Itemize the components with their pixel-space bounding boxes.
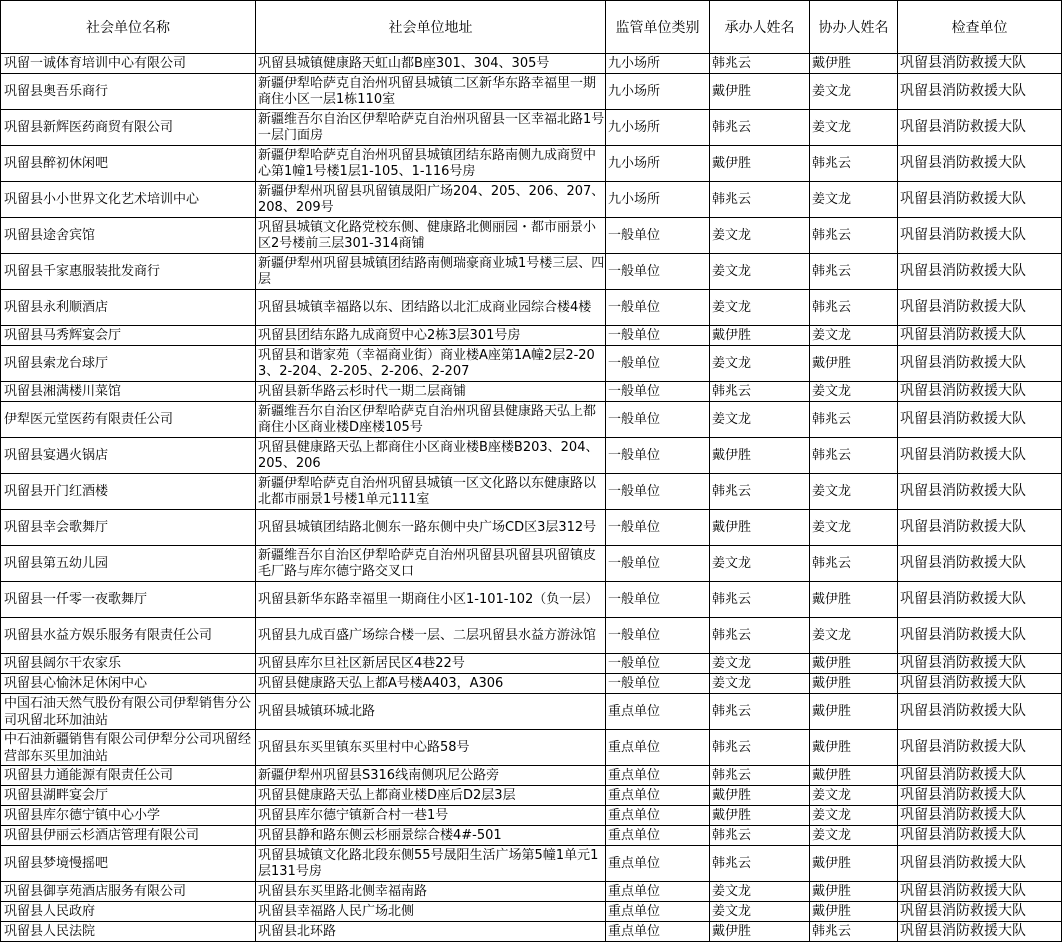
table-row	[1, 582, 1062, 618]
unit-name-cell: 巩留县新辉医药商贸有限公司	[1, 110, 256, 146]
table-row	[1, 902, 1062, 922]
supervision-type-cell: 一般单位	[606, 346, 710, 382]
inspection-unit-cell: 巩留县消防救援大队	[898, 254, 1062, 290]
table-row	[1, 694, 1062, 730]
assist-officer-cell: 戴伊胜	[810, 766, 898, 786]
supervision-type-cell: 一般单位	[606, 582, 710, 618]
assist-officer-cell: 戴伊胜	[810, 730, 898, 766]
inspection-unit-cell: 巩留县消防救援大队	[898, 694, 1062, 730]
supervision-type-cell: 一般单位	[606, 382, 710, 402]
assist-officer-cell: 姜文龙	[810, 326, 898, 346]
unit-address-cell: 巩留县健康路天弘上都A号楼A403，A306	[256, 674, 606, 694]
inspection-unit-cell: 巩留县消防救援大队	[898, 806, 1062, 826]
unit-name-cell: 巩留县梦境慢摇吧	[1, 846, 256, 882]
supervision-type-cell: 重点单位	[606, 922, 710, 942]
unit-address-cell: 巩留县东买里路北侧幸福南路	[256, 882, 606, 902]
lead-officer-cell: 姜文龙	[710, 218, 810, 254]
unit-address-cell: 新疆伊犁哈萨克自治州巩留县城镇团结东路南侧九成商贸中心第1幢1号楼1层1-105、1-116号房	[256, 146, 606, 182]
supervision-type-cell: 一般单位	[606, 438, 710, 474]
assist-officer-cell: 姜文龙	[810, 110, 898, 146]
unit-name-cell: 巩留县心愉沐足休闲中心	[1, 674, 256, 694]
unit-address-cell: 巩留县和谐家苑（幸福商业街）商业楼A座第1A幢2层2-203、2-204、2-205、2-206、2-207	[256, 346, 606, 382]
unit-address-cell: 巩留县库尔德宁镇新合村一巷1号	[256, 806, 606, 826]
header-lead-officer: 承办人姓名	[710, 1, 810, 54]
unit-address-cell: 巩留县健康路天弘上都商住小区商业楼B座楼B203、204、205、206	[256, 438, 606, 474]
lead-officer-cell: 姜文龙	[710, 654, 810, 674]
inspection-unit-cell: 巩留县消防救援大队	[898, 730, 1062, 766]
table-row	[1, 882, 1062, 902]
unit-name-cell: 巩留县千家惠服装批发商行	[1, 254, 256, 290]
supervision-type-cell: 一般单位	[606, 510, 710, 546]
inspection-unit-cell: 巩留县消防救援大队	[898, 846, 1062, 882]
unit-name-cell: 巩留县伊丽云杉酒店管理有限公司	[1, 826, 256, 846]
assist-officer-cell: 韩兆云	[810, 218, 898, 254]
assist-officer-cell: 姜文龙	[810, 510, 898, 546]
unit-address-cell: 巩留县九成百盛广场综合楼一层、二层巩留县水益方游泳馆	[256, 618, 606, 654]
unit-name-cell: 巩留县湖畔宴会厅	[1, 786, 256, 806]
supervision-type-cell: 一般单位	[606, 474, 710, 510]
table-row	[1, 618, 1062, 654]
lead-officer-cell: 姜文龙	[710, 402, 810, 438]
supervision-type-cell: 九小场所	[606, 146, 710, 182]
table-row	[1, 846, 1062, 882]
table-row	[1, 254, 1062, 290]
supervision-type-cell: 重点单位	[606, 806, 710, 826]
lead-officer-cell: 韩兆云	[710, 182, 810, 218]
unit-name-cell: 巩留县水益方娱乐服务有限责任公司	[1, 618, 256, 654]
lead-officer-cell: 韩兆云	[710, 54, 810, 74]
unit-address-cell: 巩留县库尔旦社区新居民区4巷22号	[256, 654, 606, 674]
unit-address-cell: 新疆伊犁州巩留县城镇团结路南侧瑞豪商业城1号楼三层、四层	[256, 254, 606, 290]
lead-officer-cell: 戴伊胜	[710, 146, 810, 182]
assist-officer-cell: 姜文龙	[810, 182, 898, 218]
unit-name-cell: 巩留县马秀辉宴会厅	[1, 326, 256, 346]
table-row	[1, 110, 1062, 146]
unit-name-cell: 巩留县开门红酒楼	[1, 474, 256, 510]
lead-officer-cell: 姜文龙	[710, 882, 810, 902]
table-header-row	[1, 1, 1062, 54]
assist-officer-cell: 姜文龙	[810, 382, 898, 402]
inspection-unit-cell: 巩留县消防救援大队	[898, 826, 1062, 846]
supervision-type-cell: 一般单位	[606, 326, 710, 346]
lead-officer-cell: 姜文龙	[710, 674, 810, 694]
supervision-type-cell: 重点单位	[606, 786, 710, 806]
table-row	[1, 382, 1062, 402]
lead-officer-cell: 姜文龙	[710, 290, 810, 326]
table-row	[1, 474, 1062, 510]
lead-officer-cell: 韩兆云	[710, 694, 810, 730]
inspection-unit-cell: 巩留县消防救援大队	[898, 346, 1062, 382]
inspection-unit-cell: 巩留县消防救援大队	[898, 438, 1062, 474]
lead-officer-cell: 韩兆云	[710, 766, 810, 786]
unit-address-cell: 新疆伊犁州巩留县巩留镇晟阳广场204、205、206、207、208、209号	[256, 182, 606, 218]
inspection-unit-cell: 巩留县消防救援大队	[898, 474, 1062, 510]
unit-address-cell: 新疆维吾尔自治区伊犁哈萨克自治州巩留县健康路天弘上都商住小区商业楼D座楼105号	[256, 402, 606, 438]
supervision-type-cell: 重点单位	[606, 846, 710, 882]
lead-officer-cell: 韩兆云	[710, 618, 810, 654]
unit-name-cell: 巩留县御享苑酒店服务有限公司	[1, 882, 256, 902]
header-inspection-unit: 检查单位	[898, 1, 1062, 54]
assist-officer-cell: 戴伊胜	[810, 694, 898, 730]
unit-name-cell: 巩留县人民政府	[1, 902, 256, 922]
unit-name-cell: 巩留县宴遇火锅店	[1, 438, 256, 474]
header-assist-officer: 协办人姓名	[810, 1, 898, 54]
lead-officer-cell: 韩兆云	[710, 110, 810, 146]
supervision-type-cell: 九小场所	[606, 54, 710, 74]
lead-officer-cell: 姜文龙	[710, 902, 810, 922]
assist-officer-cell: 韩兆云	[810, 254, 898, 290]
lead-officer-cell: 姜文龙	[710, 546, 810, 582]
assist-officer-cell: 韩兆云	[810, 546, 898, 582]
unit-name-cell: 中国石油天然气股份有限公司伊犁销售分公司巩留北环加油站	[1, 694, 256, 730]
assist-officer-cell: 姜文龙	[810, 806, 898, 826]
table-body	[1, 54, 1062, 942]
assist-officer-cell: 姜文龙	[810, 74, 898, 110]
inspection-unit-cell: 巩留县消防救援大队	[898, 674, 1062, 694]
lead-officer-cell: 韩兆云	[710, 730, 810, 766]
supervision-type-cell: 重点单位	[606, 730, 710, 766]
unit-address-cell: 巩留县新华路云杉时代一期二层商铺	[256, 382, 606, 402]
lead-officer-cell: 戴伊胜	[710, 786, 810, 806]
inspection-unit-cell: 巩留县消防救援大队	[898, 74, 1062, 110]
supervision-type-cell: 一般单位	[606, 402, 710, 438]
supervision-type-cell: 九小场所	[606, 182, 710, 218]
inspection-unit-cell: 巩留县消防救援大队	[898, 902, 1062, 922]
table-row	[1, 218, 1062, 254]
assist-officer-cell: 韩兆云	[810, 290, 898, 326]
supervision-type-cell: 一般单位	[606, 654, 710, 674]
inspection-unit-cell: 巩留县消防救援大队	[898, 382, 1062, 402]
header-unit-name: 社会单位名称	[1, 1, 256, 54]
supervision-type-cell: 九小场所	[606, 110, 710, 146]
table-row	[1, 922, 1062, 942]
inspection-unit-cell: 巩留县消防救援大队	[898, 402, 1062, 438]
assist-officer-cell: 韩兆云	[810, 438, 898, 474]
assist-officer-cell: 戴伊胜	[810, 882, 898, 902]
inspection-unit-cell: 巩留县消防救援大队	[898, 786, 1062, 806]
assist-officer-cell: 姜文龙	[810, 474, 898, 510]
unit-address-cell: 巩留县新华东路幸福里一期商住小区1-101-102（负一层）	[256, 582, 606, 618]
table-row	[1, 54, 1062, 74]
table-row	[1, 654, 1062, 674]
lead-officer-cell: 韩兆云	[710, 382, 810, 402]
table-row	[1, 74, 1062, 110]
lead-officer-cell: 韩兆云	[710, 826, 810, 846]
unit-address-cell: 巩留县城镇环城北路	[256, 694, 606, 730]
table-row	[1, 510, 1062, 546]
inspection-unit-cell: 巩留县消防救援大队	[898, 618, 1062, 654]
table-row	[1, 182, 1062, 218]
table-row	[1, 730, 1062, 766]
table-row	[1, 806, 1062, 826]
unit-name-cell: 巩留县索龙台球厅	[1, 346, 256, 382]
table-row	[1, 146, 1062, 182]
table-row	[1, 290, 1062, 326]
unit-address-cell: 巩留县城镇文化路北段东侧55号晟阳生活广场第5幢1单元1层131号房	[256, 846, 606, 882]
unit-address-cell: 巩留县城镇团结路北侧东一路东侧中央广场CD区3层312号	[256, 510, 606, 546]
supervision-type-cell: 重点单位	[606, 902, 710, 922]
unit-name-cell: 巩留县奥吾乐商行	[1, 74, 256, 110]
inspection-unit-cell: 巩留县消防救援大队	[898, 654, 1062, 674]
table-row	[1, 674, 1062, 694]
inspection-unit-cell: 巩留县消防救援大队	[898, 326, 1062, 346]
header-supervision-type: 监管单位类别	[606, 1, 710, 54]
unit-name-cell: 巩留县人民法院	[1, 922, 256, 942]
lead-officer-cell: 韩兆云	[710, 474, 810, 510]
unit-name-cell: 伊犁医元堂医药有限责任公司	[1, 402, 256, 438]
assist-officer-cell: 戴伊胜	[810, 846, 898, 882]
assist-officer-cell: 姜文龙	[810, 618, 898, 654]
unit-name-cell: 巩留县力通能源有限责任公司	[1, 766, 256, 786]
unit-name-cell: 巩留县醉初休闲吧	[1, 146, 256, 182]
lead-officer-cell: 戴伊胜	[710, 806, 810, 826]
inspection-unit-cell: 巩留县消防救援大队	[898, 54, 1062, 74]
assist-officer-cell: 戴伊胜	[810, 582, 898, 618]
supervision-type-cell: 重点单位	[606, 766, 710, 786]
inspection-unit-cell: 巩留县消防救援大队	[898, 510, 1062, 546]
inspection-unit-cell: 巩留县消防救援大队	[898, 146, 1062, 182]
unit-name-cell: 巩留县第五幼儿园	[1, 546, 256, 582]
supervision-type-cell: 一般单位	[606, 674, 710, 694]
assist-officer-cell: 韩兆云	[810, 402, 898, 438]
assist-officer-cell: 戴伊胜	[810, 54, 898, 74]
inspection-unit-cell: 巩留县消防救援大队	[898, 766, 1062, 786]
assist-officer-cell: 姜文龙	[810, 826, 898, 846]
supervision-type-cell: 九小场所	[606, 74, 710, 110]
unit-name-cell: 巩留县小小世界文化艺术培训中心	[1, 182, 256, 218]
assist-officer-cell: 戴伊胜	[810, 902, 898, 922]
lead-officer-cell: 姜文龙	[710, 346, 810, 382]
table-row	[1, 402, 1062, 438]
assist-officer-cell: 姜文龙	[810, 786, 898, 806]
unit-address-cell: 巩留县城镇健康路天虹山都B座301、304、305号	[256, 54, 606, 74]
supervision-type-cell: 一般单位	[606, 254, 710, 290]
lead-officer-cell: 戴伊胜	[710, 922, 810, 942]
lead-officer-cell: 戴伊胜	[710, 438, 810, 474]
assist-officer-cell: 戴伊胜	[810, 674, 898, 694]
supervision-type-cell: 重点单位	[606, 694, 710, 730]
assist-officer-cell: 戴伊胜	[810, 654, 898, 674]
inspection-unit-cell: 巩留县消防救援大队	[898, 882, 1062, 902]
lead-officer-cell: 韩兆云	[710, 582, 810, 618]
table-row	[1, 346, 1062, 382]
inspection-unit-cell: 巩留县消防救援大队	[898, 182, 1062, 218]
inspection-unit-cell: 巩留县消防救援大队	[898, 110, 1062, 146]
lead-officer-cell: 戴伊胜	[710, 326, 810, 346]
inspection-unit-cell: 巩留县消防救援大队	[898, 922, 1062, 942]
unit-address-cell: 巩留县城镇幸福路以东、团结路以北汇成商业园综合楼4楼	[256, 290, 606, 326]
unit-name-cell: 巩留县库尔德宁镇中心小学	[1, 806, 256, 826]
table-row	[1, 786, 1062, 806]
unit-name-cell: 巩留县湘满楼川菜馆	[1, 382, 256, 402]
table-row	[1, 826, 1062, 846]
unit-address-cell: 新疆维吾尔自治区伊犁哈萨克自治州巩留县一区幸福北路1号一层门面房	[256, 110, 606, 146]
table-row	[1, 766, 1062, 786]
unit-name-cell: 巩留县一仟零一夜歌舞厅	[1, 582, 256, 618]
lead-officer-cell: 姜文龙	[710, 254, 810, 290]
unit-address-cell: 巩留县健康路天弘上都商业楼D座后D2层3层	[256, 786, 606, 806]
unit-address-cell: 巩留县北环路	[256, 922, 606, 942]
supervision-type-cell: 重点单位	[606, 826, 710, 846]
supervision-type-cell: 重点单位	[606, 882, 710, 902]
table-row	[1, 438, 1062, 474]
inspection-unit-cell: 巩留县消防救援大队	[898, 582, 1062, 618]
unit-name-cell: 巩留县途舍宾馆	[1, 218, 256, 254]
unit-address-cell: 巩留县东买里镇东买里村中心路58号	[256, 730, 606, 766]
inspection-unit-cell: 巩留县消防救援大队	[898, 290, 1062, 326]
unit-address-cell: 新疆伊犁州巩留县S316线南侧巩尼公路旁	[256, 766, 606, 786]
unit-name-cell: 巩留一诚体育培训中心有限公司	[1, 54, 256, 74]
unit-address-cell: 巩留县幸福路人民广场北侧	[256, 902, 606, 922]
unit-address-cell: 新疆伊犁哈萨克自治州巩留县城镇一区文化路以东健康路以北都市丽景1号楼1单元111室	[256, 474, 606, 510]
unit-address-cell: 新疆伊犁哈萨克自治州巩留县城镇二区新华东路幸福里一期商住小区一层1栋110室	[256, 74, 606, 110]
assist-officer-cell: 戴伊胜	[810, 346, 898, 382]
unit-name-cell: 巩留县永利顺酒店	[1, 290, 256, 326]
unit-address-cell: 巩留县团结东路九成商贸中心2栋3层301号房	[256, 326, 606, 346]
unit-address-cell: 新疆维吾尔自治区伊犁哈萨克自治州巩留县巩留县巩留镇皮毛厂路与库尔德宁路交叉口	[256, 546, 606, 582]
unit-name-cell: 中石油新疆销售有限公司伊犁分公司巩留经营部东买里加油站	[1, 730, 256, 766]
unit-name-cell: 巩留县阔尔干农家乐	[1, 654, 256, 674]
inspection-unit-cell: 巩留县消防救援大队	[898, 546, 1062, 582]
assist-officer-cell: 韩兆云	[810, 922, 898, 942]
supervision-type-cell: 一般单位	[606, 546, 710, 582]
supervision-type-cell: 一般单位	[606, 618, 710, 654]
header-unit-address: 社会单位地址	[256, 1, 606, 54]
lead-officer-cell: 戴伊胜	[710, 510, 810, 546]
supervision-type-cell: 一般单位	[606, 290, 710, 326]
unit-name-cell: 巩留县幸会歌舞厅	[1, 510, 256, 546]
lead-officer-cell: 韩兆云	[710, 846, 810, 882]
supervision-type-cell: 一般单位	[606, 218, 710, 254]
inspection-unit-cell: 巩留县消防救援大队	[898, 218, 1062, 254]
unit-address-cell: 巩留县城镇文化路党校东侧、健康路北侧丽园・都市丽景小区2号楼前三层301-314商铺	[256, 218, 606, 254]
table-row	[1, 546, 1062, 582]
unit-address-cell: 巩留县静和路东侧云杉丽景综合楼4#-501	[256, 826, 606, 846]
assist-officer-cell: 韩兆云	[810, 146, 898, 182]
table-row	[1, 326, 1062, 346]
lead-officer-cell: 戴伊胜	[710, 74, 810, 110]
